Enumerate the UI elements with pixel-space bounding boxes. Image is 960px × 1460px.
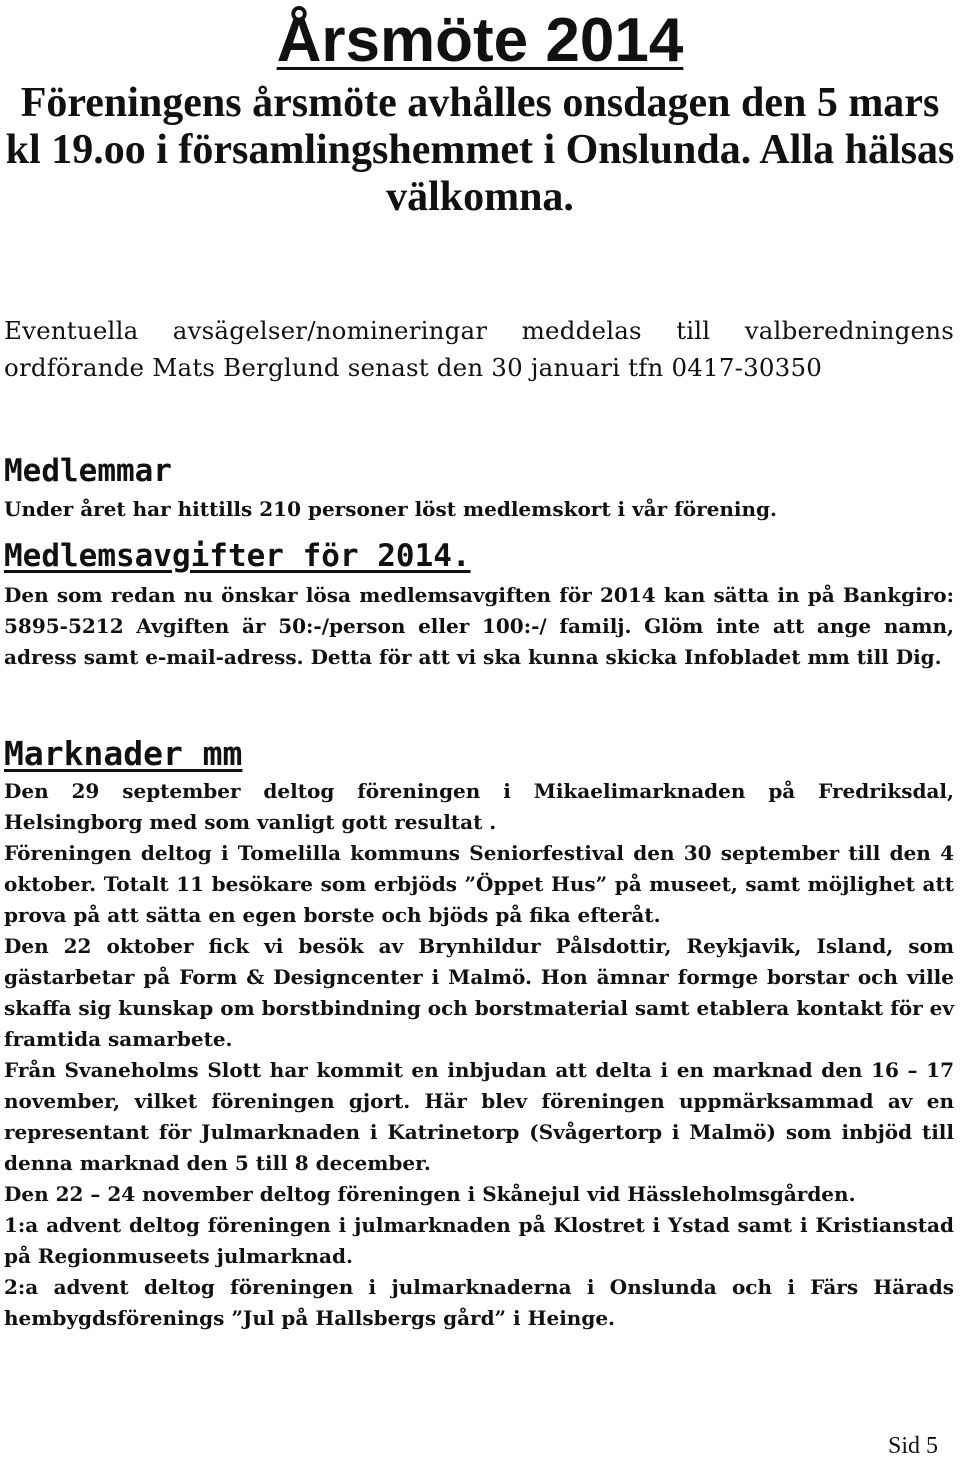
fees-text: Den som redan nu önskar lösa medlemsavgiften för 2014 kan sätta in på Bankgiro: 5895-5212 Avgiften är 50:-/person eller 100:-/ familj. Glöm inte att ange namn, adress samt e-mail-adress. Detta för att vi ska kunna skicka Infobladet mm till Dig. (4, 583, 954, 669)
markets-paragraph: 2:a advent deltog föreningen i julmarknaderna i Onslunda och i Färs Härads hembygdsförenings ”Jul på Hallsbergs gård” i Heinge. (4, 1275, 954, 1330)
markets-paragraph: Föreningen deltog i Tomelilla kommuns Seniorfestival den 30 september till den 4 oktober. Totalt 11 besökare som erbjöds ”Öppet Hus” på museet, samt möjlighet att prova på att sätta en egen borste och bjöds på fika efteråt. (4, 841, 954, 927)
members-text: Under året har hittills 210 personer löst medlemskort i vår förening. (4, 497, 777, 521)
markets-paragraph: 1:a advent deltog föreningen i julmarknaden på Klostret i Ystad samt i Kristianstad på Regionmuseets julmarknad. (4, 1213, 954, 1268)
markets-paragraph: Den 29 september deltog föreningen i Mikaelimarknaden på Fredriksdal, Helsingborg med som vanligt gott resultat . (4, 779, 954, 834)
page-number: Sid 5 (887, 1433, 938, 1459)
page-title (0, 6, 960, 76)
page-title-text: Årsmöte 2014 (276, 6, 684, 75)
markets-paragraph: Från Svaneholms Slott har kommit en inbjudan att delta i en marknad den 16 – 17 november, vilket föreningen gjort. Här blev föreningen uppmärksammad av en representant för Julmarknaden i Katrinetorp (Svågertorp i Malmö) som inbjöd till denna marknad den 5 till 8 december. (4, 1058, 954, 1175)
fees-heading: Medlemsavgifter för 2014. (4, 538, 471, 574)
markets-paragraph: Den 22 – 24 november deltog föreningen i Skånejul vid Hässleholmsgården. (4, 1182, 856, 1206)
meeting-announcement: Föreningens årsmöte avhålles onsdagen den 5 mars kl 19.oo i församlingshemmet i Onslunda. Alla hälsas välkomna. (5, 80, 955, 220)
markets-heading: Marknader mm (4, 734, 243, 773)
nomination-notice: Eventuella avsägelser/nomineringar meddelas till valberedningens ordförande Mats Berglund senast den 30 januari tfn 0417-30350 (4, 316, 954, 382)
members-heading: Medlemmar (4, 453, 172, 489)
markets-paragraph: Den 22 oktober fick vi besök av Brynhildur Pålsdottir, Reykjavik, Island, som gästarbetar på Form & Designcenter i Malmö. Hon ämnar formge borstar och ville skaffa sig kunskap om borstbindning och borstmaterial samt etablera kontakt för ev framtida samarbete. (4, 934, 954, 1051)
markets-section (4, 776, 954, 1334)
